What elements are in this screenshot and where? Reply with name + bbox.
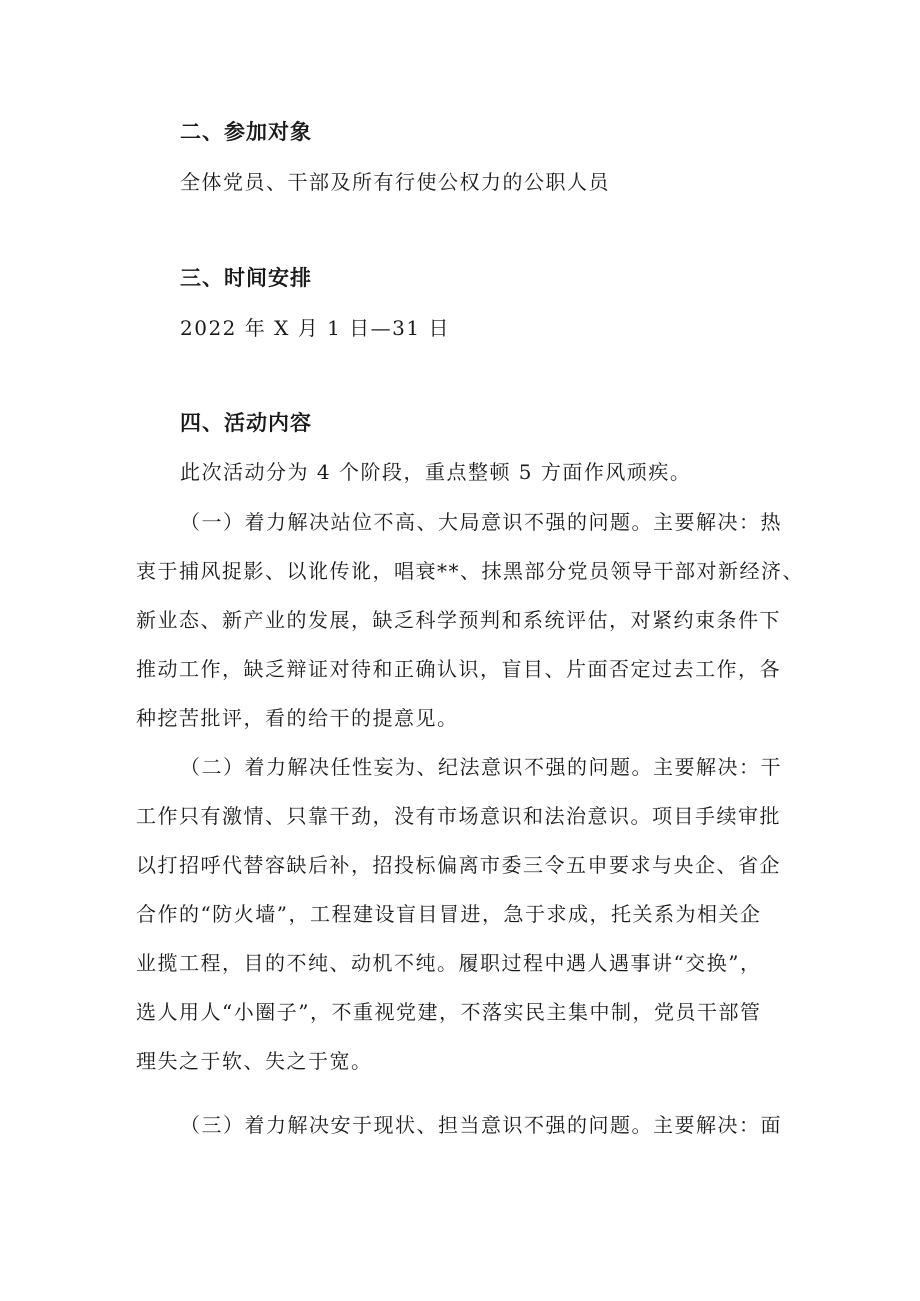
section-heading-schedule: 三、时间安排 [180,266,312,290]
content-intro: 此次活动分为 4 个阶段，重点整顿 5 方面作风顽疾。 [180,460,692,484]
item2-line: 工作只有激情、只靠干劲，没有市场意识和法治意识。项目手续审批 [136,804,781,828]
item2-line: 以打招呼代替容缺后补，招投标偏离市委三令五申要求与央企、省企 [136,853,781,877]
item2-line: 业揽工程，目的不纯、动机不纯。履职过程中遇人遇事讲“交换”， [136,951,762,975]
schedule-text: 2022 年 X 月 1 日—31 日 [180,316,450,340]
item2-line: 合作的“防火墙”，工程建设盲目冒进，急于求成，托关系为相关企 [136,902,762,926]
item1-line: （一）着力解决站位不高、大局意识不强的问题。主要解决：热 [180,510,782,534]
item2-line: 选人用人“小圈子”，不重视党建，不落实民主集中制，党员干部管 [136,1000,762,1024]
item1-line: 种挖苦批评，看的给干的提意见。 [136,706,459,730]
item1-line: 新业态、新产业的发展，缺乏科学预判和系统评估，对紧约束条件下 [136,608,781,632]
section-heading-content: 四、活动内容 [180,411,312,435]
item1-line: 衷于捕风捉影、以讹传讹，唱衰**、抹黑部分党员领导干部对新经济、 [136,559,804,583]
item2-line: 理失之于软、失之于宽。 [136,1049,373,1073]
item3-line: （三）着力解决安于现状、担当意识不强的问题。主要解决：面 [180,1113,782,1137]
item1-line: 推动工作，缺乏辩证对待和正确认识，盲目、片面否定过去工作，各 [136,657,781,681]
item2-line: （二）着力解决任性妄为、纪法意识不强的问题。主要解决：干 [180,755,782,779]
section-heading-participants: 二、参加对象 [180,120,312,144]
participants-text: 全体党员、干部及所有行使公权力的公职人员 [180,170,610,194]
